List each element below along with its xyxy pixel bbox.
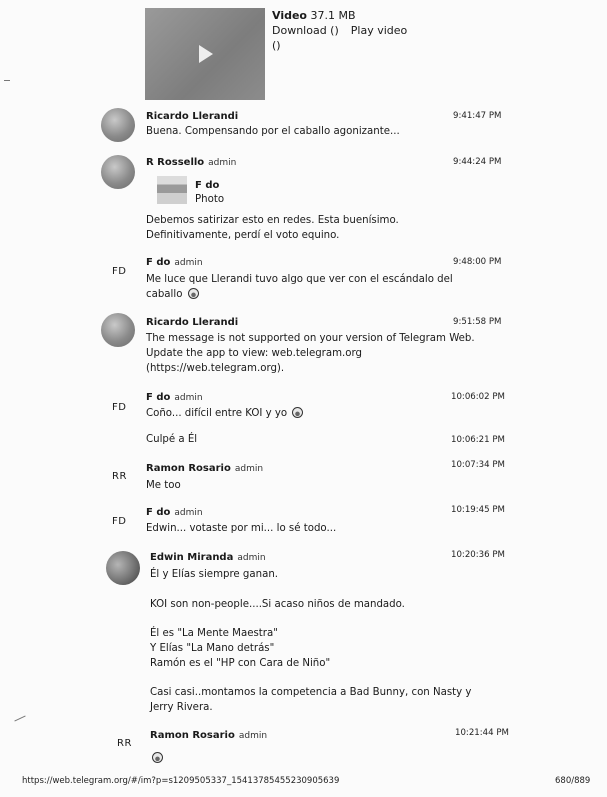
laughing-emoji-icon — [292, 407, 303, 418]
message-time: 10:06:21 PM — [451, 435, 505, 445]
message-text: Definitivamente, perdí el voto equino. — [146, 230, 340, 241]
message-time: 9:48:00 PM — [453, 257, 502, 267]
message-text: Buena. Compensando por el caballo agonizante... — [146, 126, 400, 137]
message-time: 10:20:36 PM — [451, 550, 505, 560]
sender-name[interactable]: F do admin — [146, 392, 203, 403]
admin-badge: admin — [238, 731, 268, 741]
admin-badge: admin — [174, 508, 203, 518]
message-text: Él es "La Mente Maestra" — [150, 628, 278, 639]
video-title: Video 37.1 MB — [272, 9, 356, 22]
message-text: Culpé a Él — [146, 434, 198, 445]
message-time: 10:06:02 PM — [451, 392, 505, 402]
message-text: caballo — [146, 287, 199, 302]
attachment-type: Photo — [195, 194, 225, 205]
sender-name[interactable]: R Rossello admin — [146, 157, 237, 168]
video-thumbnail[interactable] — [145, 8, 265, 100]
sender-name[interactable]: F do admin — [146, 507, 203, 518]
admin-badge: admin — [174, 258, 203, 268]
laughing-emoji-icon — [188, 288, 199, 299]
sender-name[interactable]: Ricardo Llerandi — [146, 317, 239, 328]
avatar-initials[interactable]: FD — [112, 516, 127, 527]
message-text: The message is not supported on your version of Telegram Web. — [146, 333, 475, 344]
message-time: 9:51:58 PM — [453, 317, 502, 327]
admin-badge: admin — [208, 158, 237, 168]
message-time: 10:07:34 PM — [451, 460, 505, 470]
avatar[interactable] — [101, 155, 135, 189]
admin-badge: admin — [234, 464, 264, 474]
face-emoji-icon — [152, 752, 163, 763]
download-link[interactable]: Download () — [272, 24, 339, 37]
sender-name[interactable]: Ramon Rosario admin — [150, 730, 268, 741]
message-text: Me too — [146, 480, 181, 491]
sender-name[interactable]: Edwin Miranda admin — [150, 552, 266, 563]
message-text: (https://web.telegram.org). — [146, 363, 285, 374]
message-text: Coño... difícil entre KOI y yo — [146, 406, 303, 421]
message-text: Y Elías "La Mano detrás" — [150, 643, 275, 654]
admin-badge: admin — [237, 553, 266, 563]
video-size: 37.1 MB — [310, 9, 356, 22]
message-text: Él y Elías siempre ganan. — [150, 569, 279, 580]
message-time: 9:41:47 PM — [453, 111, 502, 121]
play-icon[interactable] — [199, 45, 213, 63]
sender-name[interactable]: Ricardo Llerandi — [146, 111, 239, 122]
video-actions — [272, 24, 419, 37]
page-number: 680/889 — [555, 776, 591, 786]
message-text: Edwin... votaste por mi... lo sé todo... — [146, 523, 337, 534]
sender-name[interactable]: Ramon Rosario admin — [146, 463, 264, 474]
message-text: Jerry Rivera. — [150, 702, 213, 713]
admin-badge: admin — [174, 393, 203, 403]
photo-thumbnail[interactable] — [157, 176, 187, 204]
attachment-title: F do — [195, 180, 220, 191]
message-text: Me luce que Llerandi tuvo algo que ver con el escándalo del — [146, 274, 453, 285]
avatar-initials[interactable]: RR — [117, 738, 132, 749]
message-text: Ramón es el "HP con Cara de Niño" — [150, 658, 331, 669]
message-text: Update the app to view: web.telegram.org — [146, 348, 362, 359]
footer-url: https://web.telegram.org/#/im?p=s1209505337_15413785455230905639 — [22, 776, 340, 786]
video-extra: () — [272, 39, 281, 52]
message-text: Debemos satirizar esto en redes. Esta buenísimo. — [146, 215, 399, 226]
scan-mark — [4, 80, 10, 81]
avatar-initials[interactable]: FD — [112, 402, 127, 413]
message-text: Casi casi..montamos la competencia a Bad Bunny, con Nasty y — [150, 687, 472, 698]
avatar[interactable] — [101, 313, 135, 347]
message-text: KOI son non-people....Si acaso niños de mandado. — [150, 599, 405, 610]
sender-name[interactable]: F do admin — [146, 257, 203, 268]
scan-mark — [14, 716, 25, 722]
avatar-initials[interactable]: FD — [112, 266, 127, 277]
message-sticker — [150, 746, 163, 765]
message-time: 9:44:24 PM — [453, 157, 502, 167]
play-video-link[interactable]: Play video — [350, 24, 408, 37]
message-time: 10:19:45 PM — [451, 505, 505, 515]
avatar-initials[interactable]: RR — [112, 471, 127, 482]
message-time: 10:21:44 PM — [455, 728, 509, 738]
avatar[interactable] — [101, 108, 135, 142]
avatar[interactable] — [106, 551, 140, 585]
